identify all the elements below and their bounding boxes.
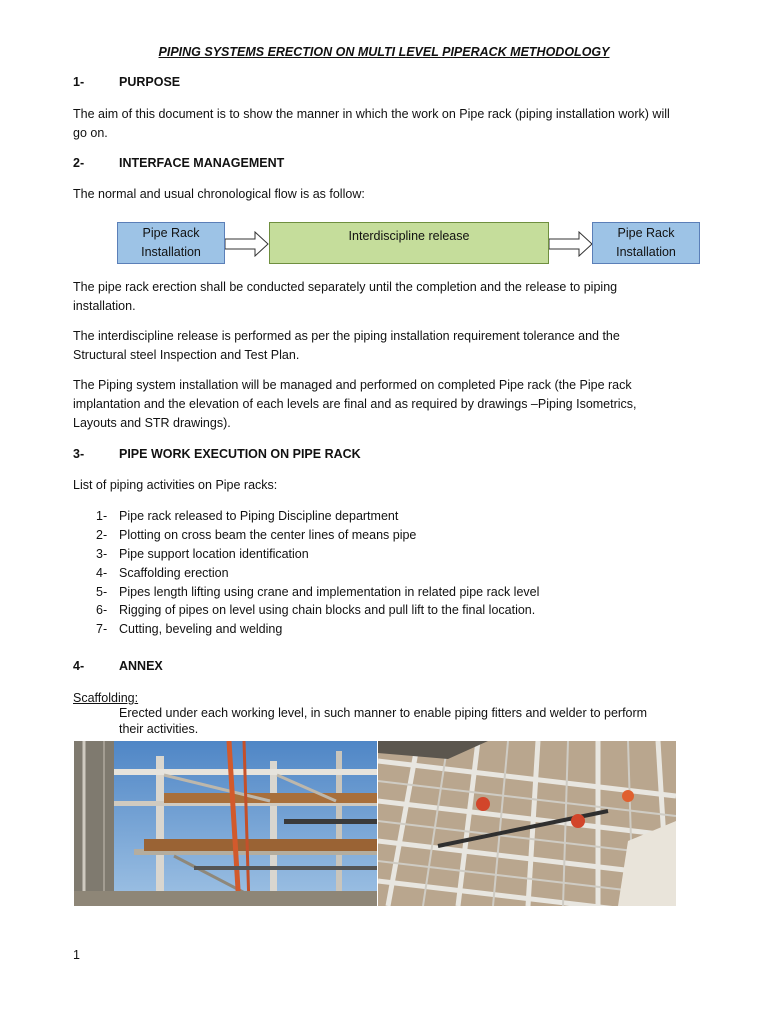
purpose-paragraph: The aim of this document is to show the manner in which the work on Pipe rack (piping installation work) will go on. — [73, 107, 670, 140]
list-item — [96, 583, 696, 602]
list-item-number: 5- — [96, 584, 108, 599]
annex-paragraph: Erected under each working level, in such manner to enable piping fitters and welder to perform their activities. — [119, 706, 648, 736]
list-item-text: Pipe support location identification — [119, 546, 309, 561]
page-number: 1 — [73, 948, 80, 962]
list-item-text: Plotting on cross beam the center lines of means pipe — [119, 527, 417, 542]
execution-intro: List of piping activities on Pipe racks: — [73, 478, 278, 492]
scaffolding-photo-left — [74, 741, 377, 906]
list-item-number: 1- — [96, 509, 108, 523]
section-title: PURPOSE — [119, 75, 181, 89]
list-item-text: Scaffolding erection — [119, 565, 229, 580]
list-item-number: 6- — [96, 603, 108, 618]
flow-box-pipe-rack-installation-2 — [592, 222, 700, 264]
list-item — [96, 601, 696, 620]
scaffolding-photo-right — [378, 741, 676, 906]
list-item — [96, 507, 696, 526]
flow-box-label: Pipe Rack Installation — [616, 226, 676, 259]
activity-list — [96, 507, 696, 639]
section-number: 1- — [73, 75, 85, 89]
interface-paragraph: The Piping system installation will be managed and performed on completed Pipe rack (the Pipe rack implantation and the elevation of each levels are final and as required by drawings –Piping Isometrics, Layouts and STR drawings). — [73, 378, 637, 430]
list-item-text: Cutting, beveling and welding — [119, 622, 283, 637]
section-number: 4- — [73, 659, 85, 673]
section-title: INTERFACE MANAGEMENT — [119, 156, 285, 170]
section-heading-interface — [73, 154, 473, 173]
interface-intro: The normal and usual chronological flow is as follow: — [73, 187, 365, 201]
annex-subheading: Scaffolding: — [73, 691, 139, 705]
list-item-number: 2- — [96, 527, 108, 542]
flow-arrow-icon — [225, 231, 269, 257]
page-title: PIPING SYSTEMS ERECTION ON MULTI LEVEL PIPERACK METHODOLOGY — [158, 45, 610, 59]
section-heading-annex — [73, 657, 473, 676]
list-item — [96, 545, 696, 564]
flow-arrow-icon — [549, 231, 593, 257]
section-number: 3- — [73, 447, 85, 461]
flow-box-interdiscipline-release — [269, 222, 549, 264]
list-item-text: Pipe rack released to Piping Discipline department — [119, 509, 399, 523]
interface-paragraph: The interdiscipline release is performed as per the piping installation requirement tolerance and the Structural steel Inspection and Test Plan. — [73, 329, 620, 362]
flow-box-label: Pipe Rack Installation — [141, 226, 201, 259]
interface-paragraph: The pipe rack erection shall be conducted separately until the completion and the release to piping installation. — [73, 280, 618, 313]
section-heading-purpose — [73, 73, 473, 92]
flow-box-pipe-rack-installation — [117, 222, 225, 264]
list-item-number: 7- — [96, 622, 108, 637]
list-item — [96, 620, 696, 639]
section-title: PIPE WORK EXECUTION ON PIPE RACK — [119, 447, 361, 461]
section-heading-execution — [73, 445, 473, 464]
list-item — [96, 564, 696, 583]
section-title: ANNEX — [119, 659, 163, 673]
list-item-number: 3- — [96, 546, 108, 561]
flow-box-label: Interdiscipline release — [348, 229, 470, 243]
list-item-text: Rigging of pipes on level using chain blocks and pull lift to the final location. — [119, 603, 536, 618]
list-item-number: 4- — [96, 565, 108, 580]
list-item — [96, 526, 696, 545]
section-number: 2- — [73, 156, 85, 170]
list-item-text: Pipes length lifting using crane and implementation in related pipe rack level — [119, 584, 540, 599]
